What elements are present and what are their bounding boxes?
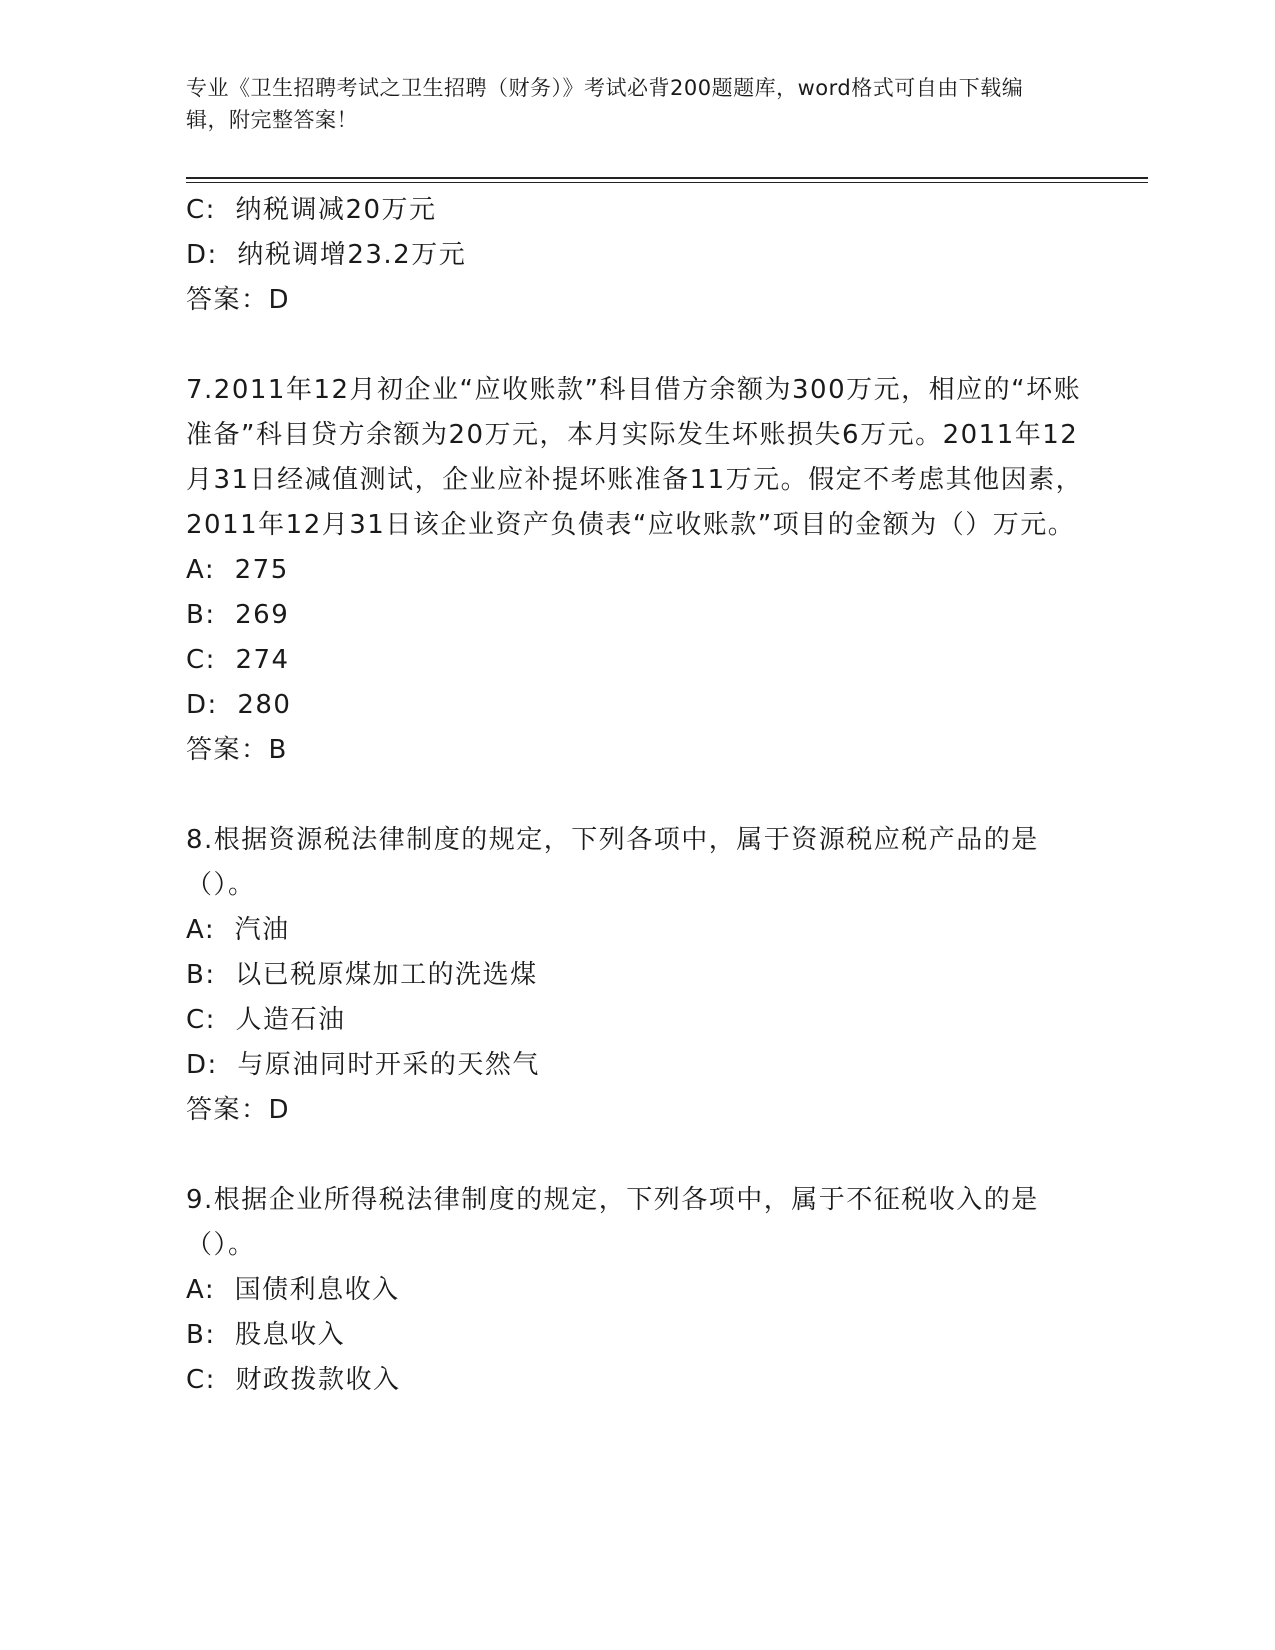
option-c: C: 纳税调减20万元 — [186, 195, 437, 225]
question-text: 7.2011年12月初企业“应收账款”科目借方余额为300万元，相应的“坏账准备”科目贷方余额为20万元，本月实际发生坏账损失6万元。2011年12月31日经减值测试，企业应补提坏账准备11万元。假定不考虑其他因素，2011年12月31日该企业资产负债表“应收账款”项目的金额为（）万元。 — [186, 375, 1084, 540]
option-c: C: 274 — [186, 645, 290, 675]
option-b: B: 269 — [186, 600, 290, 630]
question-text: 8.根据资源税法律制度的规定，下列各项中，属于资源税应税产品的是（）。 — [186, 825, 1039, 900]
header-divider-thick — [186, 177, 1148, 179]
answer-line: 答案：D — [186, 285, 291, 315]
document-header: 专业《卫生招聘考试之卫生招聘（财务）》考试必背200题题库，word格式可自由下载编辑，附完整答案！ — [186, 76, 1024, 132]
option-a: A: 国债利息收入 — [186, 1275, 400, 1305]
question-7 — [186, 368, 1086, 773]
option-b: B: 股息收入 — [186, 1320, 346, 1350]
header-divider-thin — [186, 182, 1148, 183]
answer-line: 答案：B — [186, 735, 288, 765]
question-text: 9.根据企业所得税法律制度的规定，下列各项中，属于不征税收入的是（）。 — [186, 1185, 1039, 1260]
question-8 — [186, 818, 1086, 1133]
option-c: C: 财政拨款收入 — [186, 1365, 401, 1395]
question-list — [186, 188, 1086, 1403]
question-9 — [186, 1178, 1086, 1403]
prev-question — [186, 188, 1086, 323]
option-b: B: 以已税原煤加工的洗选煤 — [186, 960, 538, 990]
option-d: D: 与原油同时开采的天然气 — [186, 1050, 540, 1080]
option-a: A: 275 — [186, 555, 289, 585]
option-d: D: 280 — [186, 690, 292, 720]
option-a: A: 汽油 — [186, 915, 290, 945]
option-c: C: 人造石油 — [186, 1005, 346, 1035]
answer-line: 答案：D — [186, 1095, 291, 1125]
option-d: D: 纳税调增23.2万元 — [186, 240, 467, 270]
